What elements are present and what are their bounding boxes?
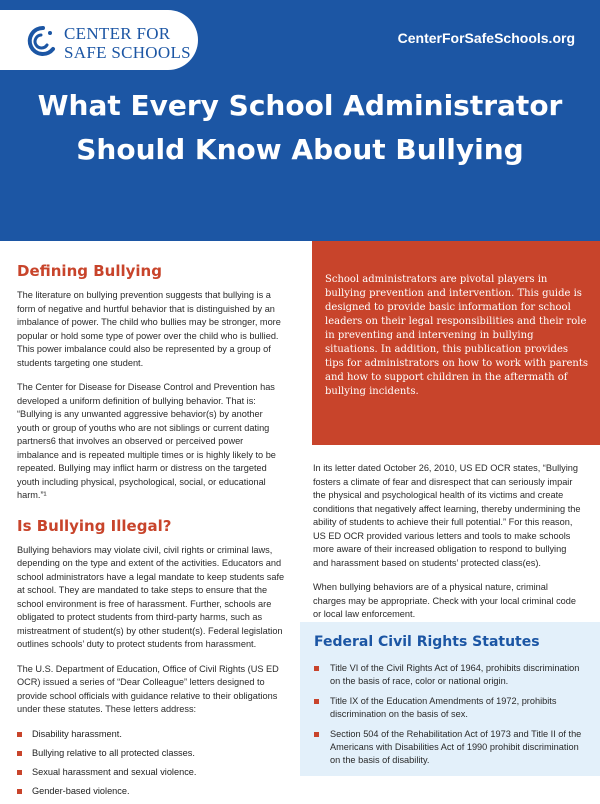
left-column	[17, 262, 287, 804]
list-item	[314, 662, 590, 688]
federal-statutes-box	[300, 622, 600, 776]
defining-paragraph-1: The literature on bullying prevention suggests that bullying is a form of negative and hurtful behavior that is distinguished by an imbalance of power. The child who bullies may be stronger, more popular or hold some type of power over the child who is bullied. This power imbalance could also be represented by a group of students targeting one student.	[17, 290, 281, 368]
list-item-text: Title IX of the Education Amendments of 1972, prohibits discrimination on the basis of sex.	[330, 696, 557, 719]
bullet-icon	[17, 732, 22, 737]
letters-list	[17, 728, 287, 798]
list-item-text: Sexual harassment and sexual violence.	[32, 766, 197, 777]
list-item-text: Title VI of the Civil Rights Act of 1964, prohibits discrimination on the basis of race, color or national origin.	[330, 663, 580, 686]
logo[interactable]	[0, 10, 198, 70]
illegal-paragraph-1: Bullying behaviors may violate civil, civil rights or criminal laws, depending on the type and extent of the activities. Educators and school administrators have a legal mandate to keep students safe at school. They are mandated to take steps to ensure that the school environment is free of harassment. Further, schools are obligated to protect students from third-party harms, such as mistreatment of student(s) by other student(s). Federal legislation outlines schools’ duty to protect students from harassment.	[17, 544, 285, 649]
list-item	[17, 747, 287, 760]
bullet-icon	[314, 666, 319, 671]
intro-callout	[312, 241, 600, 445]
logo-text-line1: CENTER FOR	[64, 24, 171, 43]
list-item	[314, 695, 590, 721]
list-item-text: Section 504 of the Rehabilitation Act of 1973 and Title II of the Americans with Disabilities Act of 1990 prohibit discrimination on the basis of disability.	[330, 729, 582, 765]
illegal-paragraph-2: The U.S. Department of Education, Office of Civil Rights (US ED OCR) issued a series of “Dear Colleague” letters designed to provide school officials with guidance relative to their obligations under these statutes. These letters address:	[17, 663, 279, 714]
site-url-link[interactable]: CenterForSafeSchools.org	[397, 30, 575, 46]
bullet-icon	[314, 699, 319, 704]
criminal-charges-paragraph: When bullying behaviors are of a physical nature, criminal charges may be appropriate. Check with your local criminal code or local law enforcement.	[313, 582, 576, 619]
list-item-text: Gender-based violence.	[32, 785, 130, 796]
defining-paragraph-2: The Center for Disease for Disease Control and Prevention has developed a uniform definition of bullying behavior. That is: “Bullying is any unwanted aggressive behavior(s) by another youth or group of youths who are not siblings or current dating partners6 that involves an observed or perceived power imbalance and is repeated multiple times or is highly likely to be repeated. Bullying may inflict harm or distress on the targeted youth including physical, psychological, social, or educational harm.”¹	[17, 382, 276, 500]
intro-callout-text: School administrators are pivotal players in bullying prevention and intervention. This guide is designed to provide basic information for school leaders on their legal responsibilities and their role in preventing and intervening in bullying situations. In addition, this publication provides tips for administrators on how to work with parents and how to support children in the aftermath of bullying incidents.	[325, 274, 589, 397]
list-item-text: Disability harassment.	[32, 728, 122, 739]
ocr-letter-paragraph: In its letter dated October 26, 2010, US ED OCR states, “Bullying fosters a climate of fear and disrespect that can seriously impair the physical and psychological health of its victims and create conditions that negatively affect learning, thereby undermining the ability of students to achieve their full potential.” For this reason, US ED OCR provided various letters and tools to make schools more aware of their increased obligation to respond to bullying and harassment based on students’ protected class(es).	[313, 463, 581, 568]
bullet-icon	[314, 732, 319, 737]
list-item	[17, 785, 287, 798]
list-item	[314, 728, 590, 767]
is-bullying-illegal-heading: Is Bullying Illegal?	[17, 516, 172, 535]
bullet-icon	[17, 770, 22, 775]
list-item	[17, 766, 287, 779]
defining-bullying-heading: Defining Bullying	[17, 262, 162, 280]
page-title: What Every School Administrator Should Know About Bullying	[37, 89, 563, 166]
right-column	[313, 462, 583, 633]
federal-statutes-heading: Federal Civil Rights Statutes	[314, 634, 540, 650]
logo-text-line2: SAFE SCHOOLS	[64, 43, 191, 62]
logo-crescent-icon	[24, 25, 56, 57]
bullet-icon	[17, 751, 22, 756]
bullet-icon	[17, 789, 22, 794]
header-banner	[0, 0, 600, 241]
list-item	[17, 728, 287, 741]
list-item-text: Bullying relative to all protected classes.	[32, 747, 195, 758]
federal-statutes-list	[314, 662, 590, 774]
